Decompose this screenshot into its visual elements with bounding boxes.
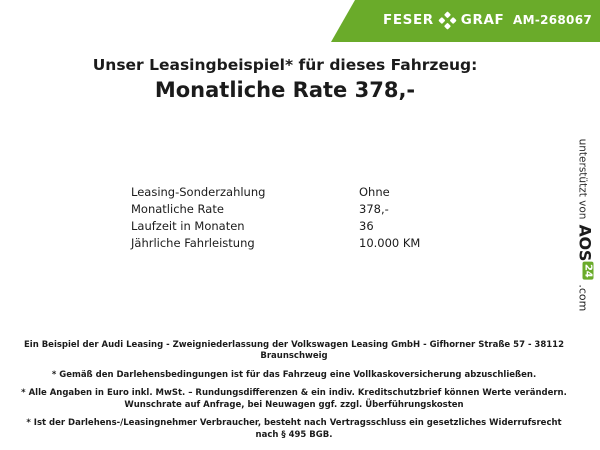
spec-label: Laufzeit in Monaten [131, 218, 245, 233]
brand-logo [383, 12, 504, 28]
aos-logo-badge: 24 [582, 264, 594, 278]
brand-name-right: GRAF [460, 12, 505, 28]
table-row [131, 217, 461, 234]
brand-name-left: FESER [383, 12, 434, 28]
legal-paragraph-2: * Gemäß den Darlehensbedingungen ist für das Fahrzeug eine Vollkaskoversicherung abzuschließen. [51, 369, 537, 380]
table-row [131, 183, 461, 200]
legal-paragraph-3: * Alle Angaben in Euro inkl. MwSt. – Rundungsdifferenzen & ein indiv. Kreditschutzbrief können Werte verändern. Wunschrate auf Anfrage, bei Neuwagen ggf. zzgl. Überführungskosten [21, 388, 567, 410]
table-row [131, 200, 461, 217]
aos-logo-suffix: .com [576, 284, 590, 312]
page-header [0, 0, 600, 42]
spec-label: Leasing-Sonderzahlung [131, 184, 266, 199]
spec-label: Monatliche Rate [131, 201, 224, 216]
spec-value: 36 [359, 218, 374, 233]
spec-value: Ohne [359, 184, 390, 199]
legal-disclaimer [18, 340, 570, 441]
spec-label: Jährliche Fahrleistung [131, 235, 255, 250]
reference-code: AM-268067 [513, 13, 593, 27]
legal-paragraph-1: Ein Beispiel der Audi Leasing - Zweigniederlassung der Volkswagen Leasing GmbH - Gifhorner Straße 57 - 38112 Braunschweig [23, 340, 565, 362]
spec-value: 10.000 KM [359, 235, 421, 250]
aos24-logo [576, 224, 595, 279]
aos-logo-text: AOS [575, 224, 595, 262]
spec-value: 378,- [359, 201, 389, 216]
four-squares-icon [438, 11, 456, 29]
leasing-specs-table [131, 183, 461, 251]
legal-paragraph-4: * Ist der Darlehens-/Leasingnehmer Verbraucher, besteht nach Vertragsschluss ein gesetzliches Widerrufsrecht nach § 495 BGB. [26, 418, 562, 440]
sponsor-support-text: unterstützt von [576, 138, 589, 220]
table-row [131, 234, 461, 251]
leasing-example-heading: Unser Leasingbeispiel* für dieses Fahrzeug: [92, 56, 478, 74]
monthly-rate-heading: Monatliche Rate 378,- [154, 78, 416, 102]
sponsor-sidebar [570, 0, 600, 450]
